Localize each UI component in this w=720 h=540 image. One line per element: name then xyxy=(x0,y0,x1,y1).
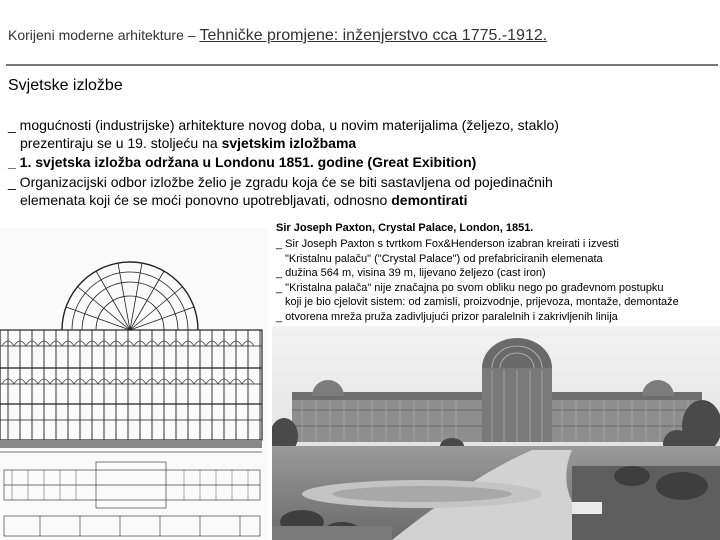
bullet-1-line-2-text: prezentiraju se u 19. stoljeću na xyxy=(20,135,222,151)
section-title: Svjetske izložbe xyxy=(8,77,123,94)
bullet-2: _ 1. svjetska izložba održana u Londonu 1851. godine (Great Exibition) xyxy=(8,154,477,170)
crystal-palace-photograph xyxy=(272,326,720,540)
header-prefix: Korijeni moderne arhitekture – xyxy=(8,27,200,43)
bullet-3-line-1: _ Organizacijski odbor izložbe želio je zgradu koja će se biti sastavljena od pojedinačnih xyxy=(8,174,553,190)
caption-title: Sir Joseph Paxton, Crystal Palace, London, 1851. xyxy=(276,222,534,234)
caption-line: _ dužina 564 m, visina 39 m, lijevano željezo (cast iron) xyxy=(276,267,546,279)
bullet-1-line-2 xyxy=(8,134,713,152)
caption-line: koji je bio cjelovit sistem: od zamisli, proizvodnje, prijevoza, montaže, demontaže xyxy=(285,296,679,308)
caption-line: _ "Kristalna palača" nije značajna po svom obliku nego po građevnom postupku xyxy=(276,281,664,294)
header-divider xyxy=(6,64,718,66)
bullet-3-line-2-text: elemenata koji će se moći ponovno upotrebljavati, odnosno xyxy=(20,192,392,208)
bullet-1 xyxy=(8,116,713,152)
bullet-1-emphasis: svjetskim izložbama xyxy=(221,135,357,151)
caption-list xyxy=(276,237,720,324)
caption-line: "Kristalnu palaču" ("Crystal Palace") od prefabriciranih elemenata xyxy=(285,252,603,265)
crystal-palace-elevation-drawing xyxy=(0,228,268,540)
slide-header xyxy=(8,27,718,45)
caption-line: _ otvorena mreža pruža zadivljujući prizor paralelnih i zakrivljenih linija xyxy=(276,310,618,323)
bullet-1-line-1: _ mogućnosti (industrijske) arhitekture novog doba, u novim materijalima (željezo, staklo) xyxy=(8,117,559,133)
bullet-3-line-2 xyxy=(8,191,713,209)
caption-line: _ Sir Joseph Paxton s tvrtkom Fox&Henderson izabran kreirati i izvesti xyxy=(276,238,619,250)
header-title: Tehničke promjene: inženjerstvo cca 1775.-1912. xyxy=(199,27,548,44)
bullet-3 xyxy=(8,173,713,209)
bullet-3-emphasis: demontirati xyxy=(391,192,468,208)
